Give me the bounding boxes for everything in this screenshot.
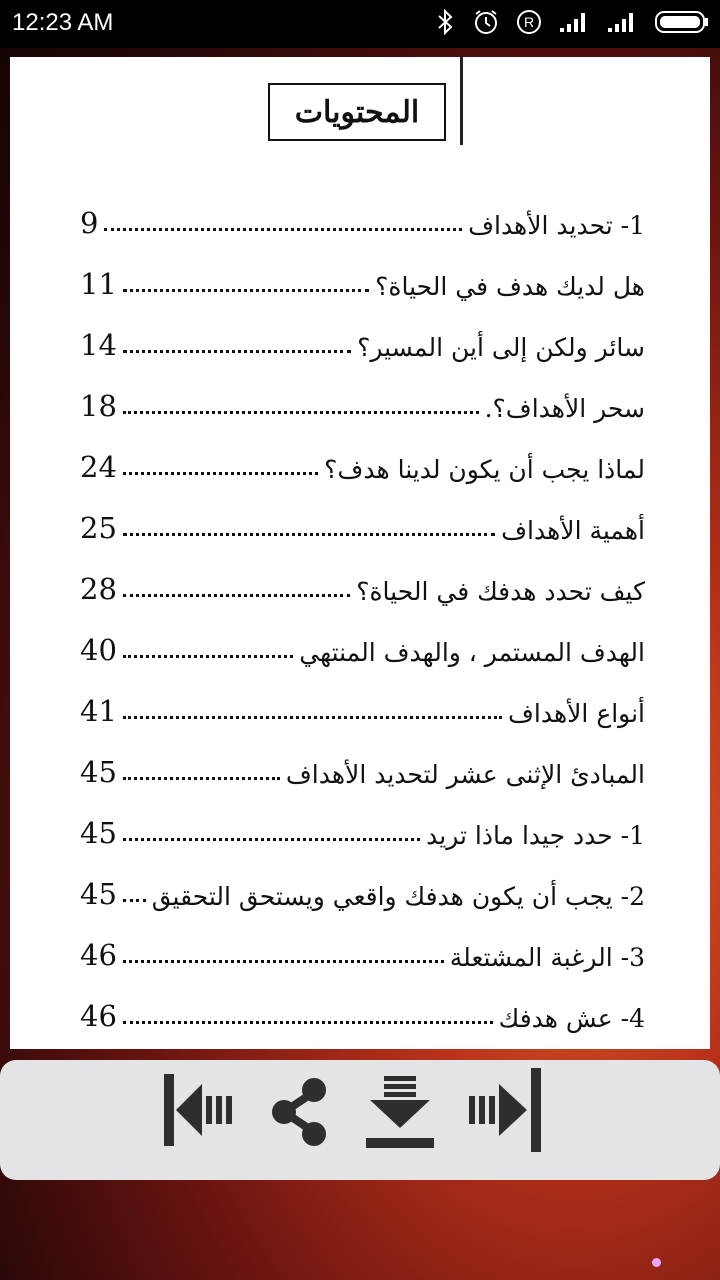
toc-entry-page: 45	[80, 816, 117, 850]
toc-entry-title: أنواع الأهداف	[508, 699, 645, 728]
toc-entry[interactable]	[80, 985, 645, 1033]
registered-icon	[516, 9, 542, 35]
toc-entry-page: 46	[80, 999, 117, 1033]
toc-entry[interactable]	[80, 680, 645, 728]
toc-entry-title: أهمية الأهداف	[501, 516, 645, 545]
toc-leader-dots	[123, 594, 350, 597]
toc-entry[interactable]	[80, 497, 645, 545]
signal-icon	[606, 10, 638, 34]
toc-entry[interactable]	[80, 741, 645, 789]
toc-entry[interactable]	[80, 375, 645, 423]
toc-entry[interactable]	[80, 192, 645, 240]
toc-leader-dots	[123, 1021, 493, 1024]
share-button[interactable]	[262, 1068, 342, 1154]
decorative-sparkle	[652, 1258, 661, 1267]
toc-entry-title: 1- حدد جيدا ماذا تريد	[426, 821, 645, 850]
toc-entry-page: 25	[80, 511, 117, 545]
next-page-button[interactable]	[465, 1068, 545, 1154]
toc-entry[interactable]	[80, 802, 645, 850]
toc-entry[interactable]	[80, 619, 645, 667]
bluetooth-icon	[436, 8, 456, 36]
toc-entry-page: 45	[80, 877, 117, 911]
signal-icon	[558, 10, 590, 34]
toc-leader-dots	[123, 899, 146, 902]
page-divider-line	[460, 57, 463, 145]
toc-leader-dots	[123, 533, 495, 536]
first-page-icon	[160, 1068, 240, 1154]
toc-entry[interactable]	[80, 863, 645, 911]
toc-entry-page: 46	[80, 938, 117, 972]
toc-entry-page: 14	[80, 328, 117, 362]
toc-leader-dots	[123, 838, 420, 841]
share-icon	[262, 1068, 342, 1154]
toc-entry-title: لماذا يجب أن يكون لدينا هدف؟	[324, 455, 645, 484]
toc-entry-page: 28	[80, 572, 117, 606]
toc-entry-title: هل لديك هدف في الحياة؟	[375, 272, 645, 301]
toc-entry-title: الهدف المستمر ، والهدف المنتهي	[299, 638, 645, 667]
toc-entry[interactable]	[80, 558, 645, 606]
toc-leader-dots	[123, 411, 479, 414]
toc-entry[interactable]	[80, 924, 645, 972]
toc-entry-title: كيف تحدد هدفك في الحياة؟	[356, 577, 645, 606]
toc-leader-dots	[123, 350, 351, 353]
toc-entry-page: 45	[80, 755, 117, 789]
toc-leader-dots	[123, 289, 369, 292]
toc-leader-dots	[123, 716, 502, 719]
toc-entry-page: 18	[80, 389, 117, 423]
toc-entry-title: 1- تحديد الأهداف	[468, 211, 645, 240]
svg-text:R: R	[523, 14, 535, 30]
download-button[interactable]	[360, 1068, 440, 1154]
toc-entry[interactable]	[80, 314, 645, 362]
toc-entry-title: سائر ولكن إلى أين المسير؟	[357, 333, 645, 362]
toc-entry-title: 3- الرغبة المشتعلة	[449, 943, 645, 972]
battery-icon	[654, 9, 710, 35]
contents-title-box	[268, 83, 446, 141]
toc-entry-page: 11	[80, 267, 117, 301]
toc-entry-page: 9	[80, 206, 99, 240]
status-time: 12:23 AM	[12, 9, 114, 36]
toc-entry-page: 24	[80, 450, 117, 484]
toc-entry-title: المبادئ الإثنى عشر لتحديد الأهداف	[285, 760, 645, 789]
bottom-toolbar	[0, 1060, 720, 1180]
next-page-icon	[465, 1068, 545, 1154]
download-icon	[360, 1068, 440, 1154]
toc-leader-dots	[104, 228, 462, 231]
status-bar	[0, 0, 720, 48]
toc-entry[interactable]	[80, 436, 645, 484]
toc-entry-title: سحر الأهداف؟.	[484, 394, 645, 423]
toc-leader-dots	[123, 960, 444, 963]
toc-entry-page: 41	[80, 694, 117, 728]
alarm-icon	[472, 8, 500, 36]
toc-leader-dots	[123, 777, 280, 780]
book-page	[10, 57, 710, 1049]
toc-leader-dots	[123, 655, 293, 658]
toc-entry-title: 2- يجب أن يكون هدفك واقعي ويستحق التحقيق	[151, 882, 645, 911]
page-title: المحتويات	[294, 94, 420, 130]
toc-entry-page: 40	[80, 633, 117, 667]
status-icons	[436, 8, 710, 36]
toc-entry[interactable]	[80, 253, 645, 301]
first-page-button[interactable]	[160, 1068, 240, 1154]
toc-leader-dots	[123, 472, 318, 475]
toc-entry-title: 4- عش هدفك	[498, 1004, 645, 1033]
